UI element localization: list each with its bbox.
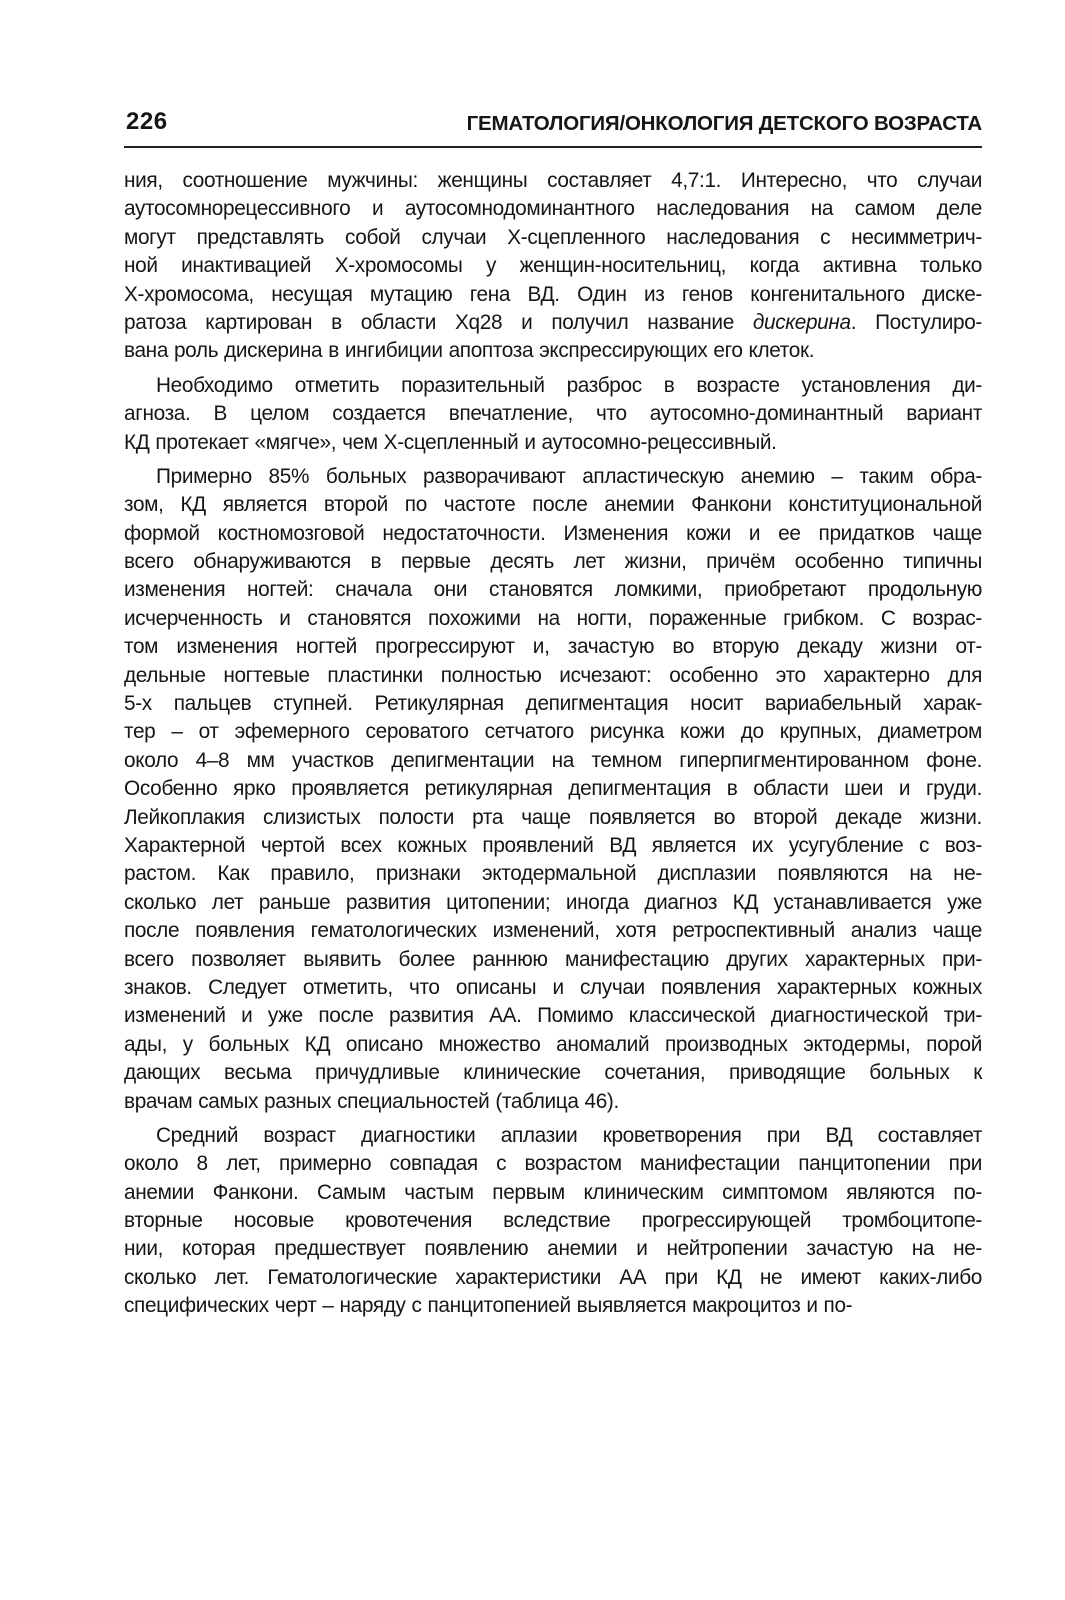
text-segment: Лейкоплакия слизистых полости рта чаще появляется во второй декаде жизни.: [124, 805, 982, 829]
text-line: [124, 860, 982, 888]
page-number: 226: [126, 108, 168, 135]
text-line: [124, 633, 982, 661]
text-segment: около 8 лет, примерно совпадая с возрастом манифестации панцитопении при: [124, 1152, 982, 1176]
text-segment: КД протекает «мягче», чем Х-сцепленный и аутосомно-рецессивный.: [124, 430, 777, 454]
text-line: [124, 337, 982, 365]
body-text: [124, 167, 982, 1327]
paragraph: [124, 1122, 982, 1321]
text-line: [124, 832, 982, 860]
text-line: [124, 747, 982, 775]
text-line: [124, 1235, 982, 1263]
text-line: [124, 1264, 982, 1292]
text-line: [124, 804, 982, 832]
text-segment: ной инактивацией Х-хромосомы у женщин-носительниц, когда активна только: [124, 254, 982, 278]
text-segment: знаков. Следует отметить, что описаны и случаи появления характерных кожных: [124, 975, 982, 999]
text-line: [124, 195, 982, 223]
text-segment: после появления гематологических изменений, хотя ретроспективный анализ чаще: [124, 919, 982, 943]
text-segment: около 4–8 мм участков депигментации на темном гиперпигментированном фоне.: [124, 748, 982, 772]
text-line: [124, 605, 982, 633]
text-line: [124, 1059, 982, 1087]
text-line: [124, 1088, 982, 1116]
text-segment: аутосомнорецессивного и аутосомнодоминантного наследования на самом деле: [124, 197, 982, 221]
text-line: [124, 520, 982, 548]
text-segment: . Постулиро-: [850, 310, 982, 334]
text-segment: дельные ногтевые пластинки полностью исчезают: особенно это характерно для: [124, 663, 982, 687]
text-segment: дающих весьма причудливые клинические сочетания, приводящие больных к: [124, 1061, 982, 1085]
text-line: [124, 1207, 982, 1235]
text-segment: Х-хромосома, несущая мутацию гена ВД. Один из генов конгенитального диске-: [124, 282, 982, 306]
text-segment: могут представлять собой случаи Х-сцепленного наследования с несимметрич-: [124, 225, 982, 249]
text-line: [124, 372, 982, 400]
text-segment: зом, КД является второй по частоте после анемии Фанкони конституциональной: [124, 493, 982, 517]
text-line: [124, 281, 982, 309]
text-segment: Средний возраст диагностики аплазии кроветворения при ВД составляет: [156, 1123, 982, 1147]
text-segment: всего позволяет выявить более раннюю манифестацию других характерных при-: [124, 947, 982, 971]
text-segment: том изменения ногтей прогрессируют и, зачастую во вторую декаду жизни от-: [124, 635, 982, 659]
text-line: [124, 252, 982, 280]
text-segment: изменений и уже после развития АА. Помимо классической диагностической три-: [124, 1004, 982, 1028]
text-line: [124, 1179, 982, 1207]
text-line: [124, 576, 982, 604]
text-segment: специфических черт – наряду с панцитопенией выявляется макроцитоз и по-: [124, 1294, 853, 1318]
text-line: [124, 917, 982, 945]
running-title: ГЕМАТОЛОГИЯ/ОНКОЛОГИЯ ДЕТСКОГО ВОЗРАСТА: [466, 112, 982, 135]
text-segment: Характерной чертой всех кожных проявлений ВД является их усугубление с воз-: [124, 833, 982, 857]
text-line: [124, 946, 982, 974]
text-segment: тер – от эфемерного сероватого сетчатого рисунка кожи до крупных, диаметром: [124, 720, 982, 744]
text-line: [124, 491, 982, 519]
text-line: [124, 167, 982, 195]
text-segment: Примерно 85% больных разворачивают апластическую анемию – таким обра-: [156, 464, 982, 488]
text-line: [124, 224, 982, 252]
text-segment: сколько лет. Гематологические характеристики АА при КД не имеют каких-либо: [124, 1265, 982, 1289]
text-line: [124, 1122, 982, 1150]
text-line: [124, 463, 982, 491]
text-line: [124, 690, 982, 718]
text-segment: вана роль дискерина в ингибиции апоптоза экспрессирующих его клеток.: [124, 339, 815, 363]
text-segment: агноза. В целом создается впечатление, что аутосомно-доминантный вариант: [124, 402, 982, 426]
text-line: [124, 662, 982, 690]
text-segment: ады, у больных КД описано множество аномалий производных эктодермы, порой: [124, 1032, 982, 1056]
text-line: [124, 429, 982, 457]
text-line: [124, 974, 982, 1002]
text-segment: Необходимо отметить поразительный разброс в возрасте установления ди-: [156, 373, 982, 397]
text-line: [124, 1292, 982, 1320]
text-segment: изменения ногтей: сначала они становятся ломкими, приобретают продольную: [124, 578, 982, 602]
text-line: [124, 309, 982, 337]
text-segment: нии, которая предшествует появлению анемии и нейтропении зачастую на не-: [124, 1237, 982, 1261]
text-segment: 5-х пальцев ступней. Ретикулярная депигментация носит вариабельный харак-: [124, 692, 982, 716]
text-line: [124, 400, 982, 428]
text-segment: вторные носовые кровотечения вследствие прогрессирующей тромбоцитопе-: [124, 1209, 982, 1233]
text-segment: всего обнаруживаются в первые десять лет жизни, причём особенно типичны: [124, 550, 982, 574]
page-header: [124, 106, 982, 148]
text-segment: Особенно ярко проявляется ретикулярная депигментация в области шеи и груди.: [124, 777, 982, 801]
text-line: [124, 1150, 982, 1178]
text-line: [124, 548, 982, 576]
text-segment: растом. Как правило, признаки эктодермальной дисплазии появляются на не-: [124, 862, 982, 886]
text-segment: врачам самых разных специальностей (таблица 46).: [124, 1089, 619, 1113]
paragraph: [124, 167, 982, 366]
text-segment: ратоза картирован в области Xq28 и получил название: [124, 310, 753, 334]
paragraph: [124, 372, 982, 457]
text-line: [124, 889, 982, 917]
italic-term: дискерина: [752, 310, 851, 334]
text-line: [124, 718, 982, 746]
paragraph: [124, 463, 982, 1116]
text-segment: анемии Фанкони. Самым частым первым клиническим симптомом являются по-: [124, 1180, 982, 1204]
text-line: [124, 775, 982, 803]
text-segment: формой костномозговой недостаточности. Изменения кожи и ее придатков чаще: [124, 521, 982, 545]
text-line: [124, 1031, 982, 1059]
text-segment: ния, соотношение мужчины: женщины составляет 4,7:1. Интересно, что случаи: [124, 169, 982, 192]
text-line: [124, 1002, 982, 1030]
text-segment: исчерченность и становятся похожими на ногти, пораженные грибком. С возрас-: [124, 606, 982, 630]
text-segment: сколько лет раньше развития цитопении; иногда диагноз КД устанавливается уже: [124, 890, 982, 914]
